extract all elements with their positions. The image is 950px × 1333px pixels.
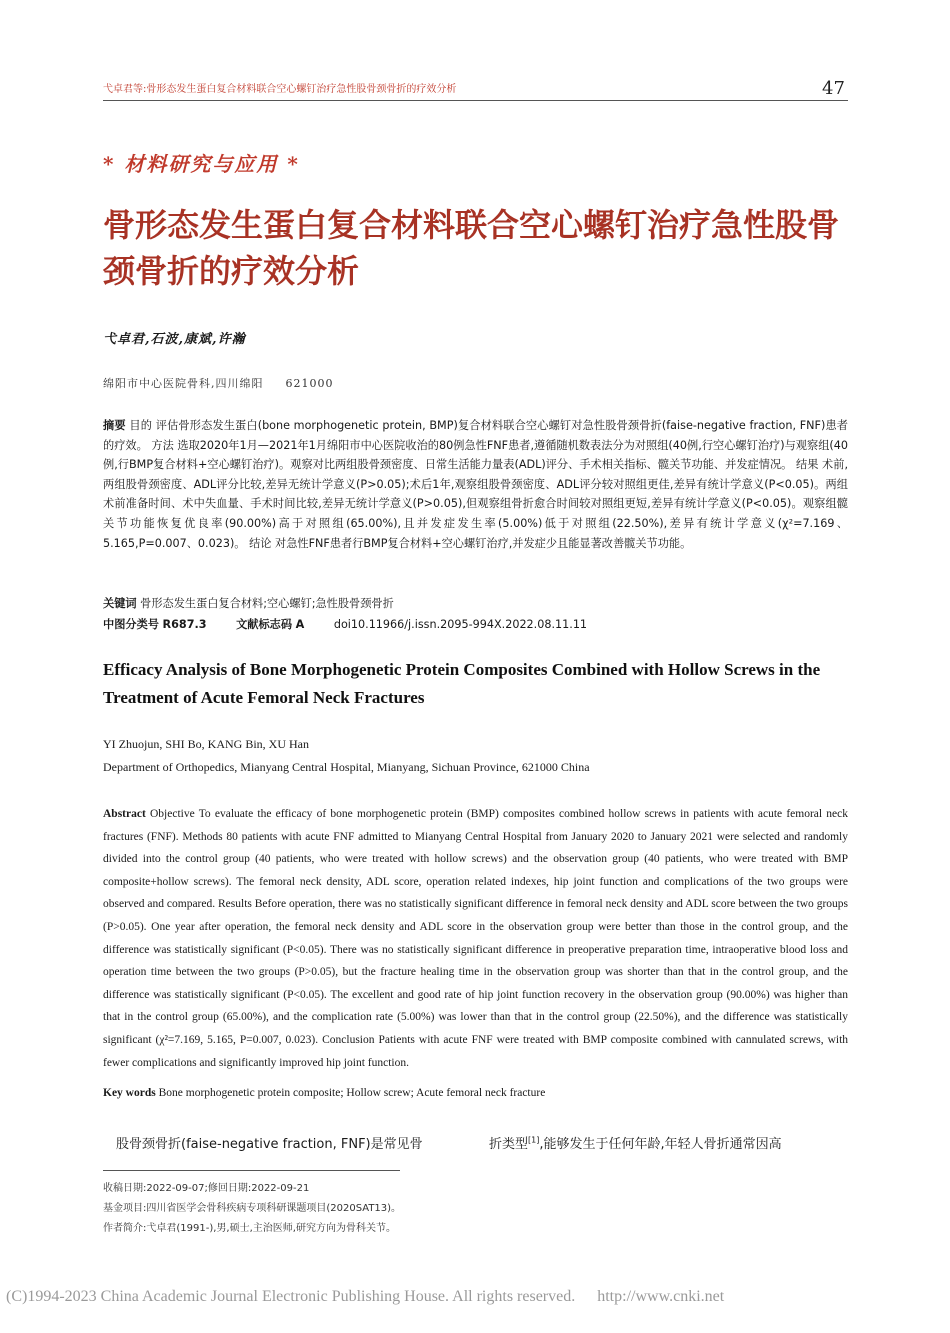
keywords-en-label: Key words bbox=[103, 1087, 156, 1099]
abstract-chinese bbox=[103, 416, 848, 553]
conclusion-en-text: Patients with acute FNF were treated with BMP composite combined with cannulated screws, with fewer complications and significantly improved hip joint function. bbox=[103, 1033, 849, 1069]
body-text-left: 股骨颈骨折(faise-negative fraction, FNF)是常见骨 bbox=[116, 1137, 423, 1152]
footnote-author: 作者简介:弋卓君(1991-),男,硕士,主治医师,研究方向为骨科关节。 bbox=[103, 1223, 396, 1234]
authors-english: YI Zhuojun, SHI Bo, KANG Bin, XU Han bbox=[103, 737, 309, 751]
title-english: Efficacy Analysis of Bone Morphogenetic Protein Composites Combined with Hollow Screws in the Treatment of Acute Femoral Neck Fractures bbox=[103, 660, 821, 707]
keywords-en-text: Bone morphogenetic protein composite; Hollow screw; Acute femoral neck fracture bbox=[158, 1087, 546, 1099]
clc-label: 中图分类号 bbox=[103, 618, 159, 631]
results-en-label: Results bbox=[218, 898, 252, 911]
objective-en-label: Objective bbox=[150, 808, 195, 820]
title-chinese: 骨形态发生蛋白复合材料联合空心螺钉治疗急性股骨颈骨折的疗效分析 bbox=[103, 206, 840, 290]
reference-marker[interactable]: [1] bbox=[528, 1135, 540, 1145]
abstract-en-label: Abstract bbox=[103, 808, 146, 820]
authors-chinese: 弋卓君,石波,康斌,许瀚 bbox=[103, 332, 246, 347]
methods-text: 选取2020年1月—2021年1月绵阳市中心医院收治的80例急性FNF患者,遵循随机数表法分为对照组(40例,行空心螺钉治疗)与观察组(40例,行BMP复合材料+空心螺钉治疗)。观察对比两组股骨颈密度、日常生活能力量表(ADL)评分、手术相关指标、髋关节功能、并发症情况。 bbox=[103, 438, 848, 472]
footnote-rule bbox=[103, 1170, 400, 1171]
results-text: 术前,两组股骨颈密度、ADL评分比较,差异无统计学意义(P>0.05);术后1年,观察组股骨颈密度、ADL评分较对照组更佳,差异有统计学意义(P<0.05)。两组术前准备时间、术中失血量、手术时间比较,差异无统计学意义(P>0.05),但观察组骨折愈合时间较对照组更短,差异有统计学意义(P<0.05)。观察组髋关节功能恢复优良率(90.00%)高于对照组(65.00%),且并发症发生率(5.00%)低于对照组(22.50%),差异有统计学意义(χ²=7.169、5.165,P=0.007、0.023)。 bbox=[103, 458, 849, 550]
column-label: * 材料研究与应用 * bbox=[103, 152, 300, 176]
clc-value: R687.3 bbox=[162, 618, 207, 631]
methods-en-label: Methods bbox=[182, 830, 223, 843]
page-number: 47 bbox=[822, 78, 845, 99]
objective-text: 评估骨形态发生蛋白(bone morphogenetic protein, BMP)复合材料联合空心螺钉对急性股骨颈骨折(faise-negative fraction, FNF)患者的疗效。 bbox=[103, 419, 848, 452]
copyright-line bbox=[6, 1288, 724, 1306]
abstract-english bbox=[103, 803, 848, 1074]
footnote-dates: 收稿日期:2022-09-07;修回日期:2022-09-21 bbox=[103, 1183, 310, 1194]
conclusion-text: 对急性FNF患者行BMP复合材料+空心螺钉治疗,并发症少且能显著改善髋关节功能。 bbox=[275, 536, 692, 550]
methods-label: 方法 bbox=[151, 438, 174, 452]
conclusion-label: 结论 bbox=[249, 536, 272, 550]
affiliation-text: 绵阳市中心医院骨科,四川绵阳 bbox=[103, 377, 264, 390]
doc-code-value: A bbox=[295, 618, 305, 631]
keywords-label: 关键词 bbox=[103, 597, 137, 610]
keywords-english bbox=[103, 1087, 545, 1099]
affiliation-chinese bbox=[103, 375, 334, 391]
affiliation-zip: 621000 bbox=[285, 377, 334, 390]
footnote-fund: 基金项目:四川省医学会骨科疾病专项科研课题项目(2020SAT13)。 bbox=[103, 1203, 402, 1214]
classification-line bbox=[103, 616, 848, 632]
results-label: 结果 bbox=[796, 458, 819, 472]
results-en-text: Before operation, there was no statistically significant difference in femoral neck density and ADL score between the two groups (P>0.05). One year after operation, the femoral neck density and ADL score in the observation group were better than those in the control group, and the difference was statistically significant (P<0.05). There was no statistically significant difference in preoperative preparation time, intraoperative blood loss and operation time between the two groups (P>0.05), but the fracture healing time in the observation group was shorter than that in the control group, and the difference was statistically significant (P<0.05). The excellent and good rate of hip joint function recovery in the observation group (90.00%) was higher than that in the control group (65.00%), and the complication rate (5.00%) was lower than that in the control group (22.50%), and the difference was statistically significant (χ²=7.169, 5.165, P=0.007, 0.023). bbox=[103, 898, 848, 1046]
abstract-label: 摘要 bbox=[103, 419, 126, 432]
keywords-chinese bbox=[103, 595, 848, 611]
body-right-b: ,能够发生于任何年龄,年轻人骨折通常因高 bbox=[539, 1137, 782, 1152]
running-head: 弋卓君等:骨形态发生蛋白复合材料联合空心螺钉治疗急性股骨颈骨折的疗效分析 bbox=[103, 84, 457, 95]
header-rule bbox=[103, 100, 848, 101]
keywords-text: 骨形态发生蛋白复合材料;空心螺钉;急性股骨颈骨折 bbox=[140, 597, 394, 610]
methods-en-text: 80 patients with acute FNF admitted to Mianyang Central Hospital from January 2020 to January 2021 were selected and randomly divided into the control group (40 patients, who were treated with hollow screws) and the observation group (40 patients, who were treated with BMP composite+hollow screws). The femoral neck density, ADL score, operation related indexes, hip joint function and complications of the two groups were observed and compared. bbox=[103, 830, 848, 911]
objective-label: 目的 bbox=[129, 419, 153, 432]
doi-text: doi10.11966/j.issn.2095-994X.2022.08.11.11 bbox=[333, 618, 588, 631]
affiliation-english: Department of Orthopedics, Mianyang Central Hospital, Mianyang, Sichuan Province, 621000 China bbox=[103, 760, 590, 774]
body-text-right bbox=[489, 1133, 782, 1152]
body-right-a: 折类型 bbox=[489, 1137, 529, 1152]
doc-code-label: 文献标志码 bbox=[236, 618, 293, 631]
conclusion-en-label: Conclusion bbox=[322, 1033, 375, 1046]
copyright-text: (C)1994-2023 China Academic Journal Electronic Publishing House. All rights reserved. bbox=[6, 1288, 576, 1305]
objective-en-text: To evaluate the efficacy of bone morphogenetic protein (BMP) composites combined hollow screws in patients with acute femoral neck fractures (FNF). bbox=[103, 808, 849, 843]
cnki-link[interactable]: http://www.cnki.net bbox=[597, 1288, 725, 1305]
